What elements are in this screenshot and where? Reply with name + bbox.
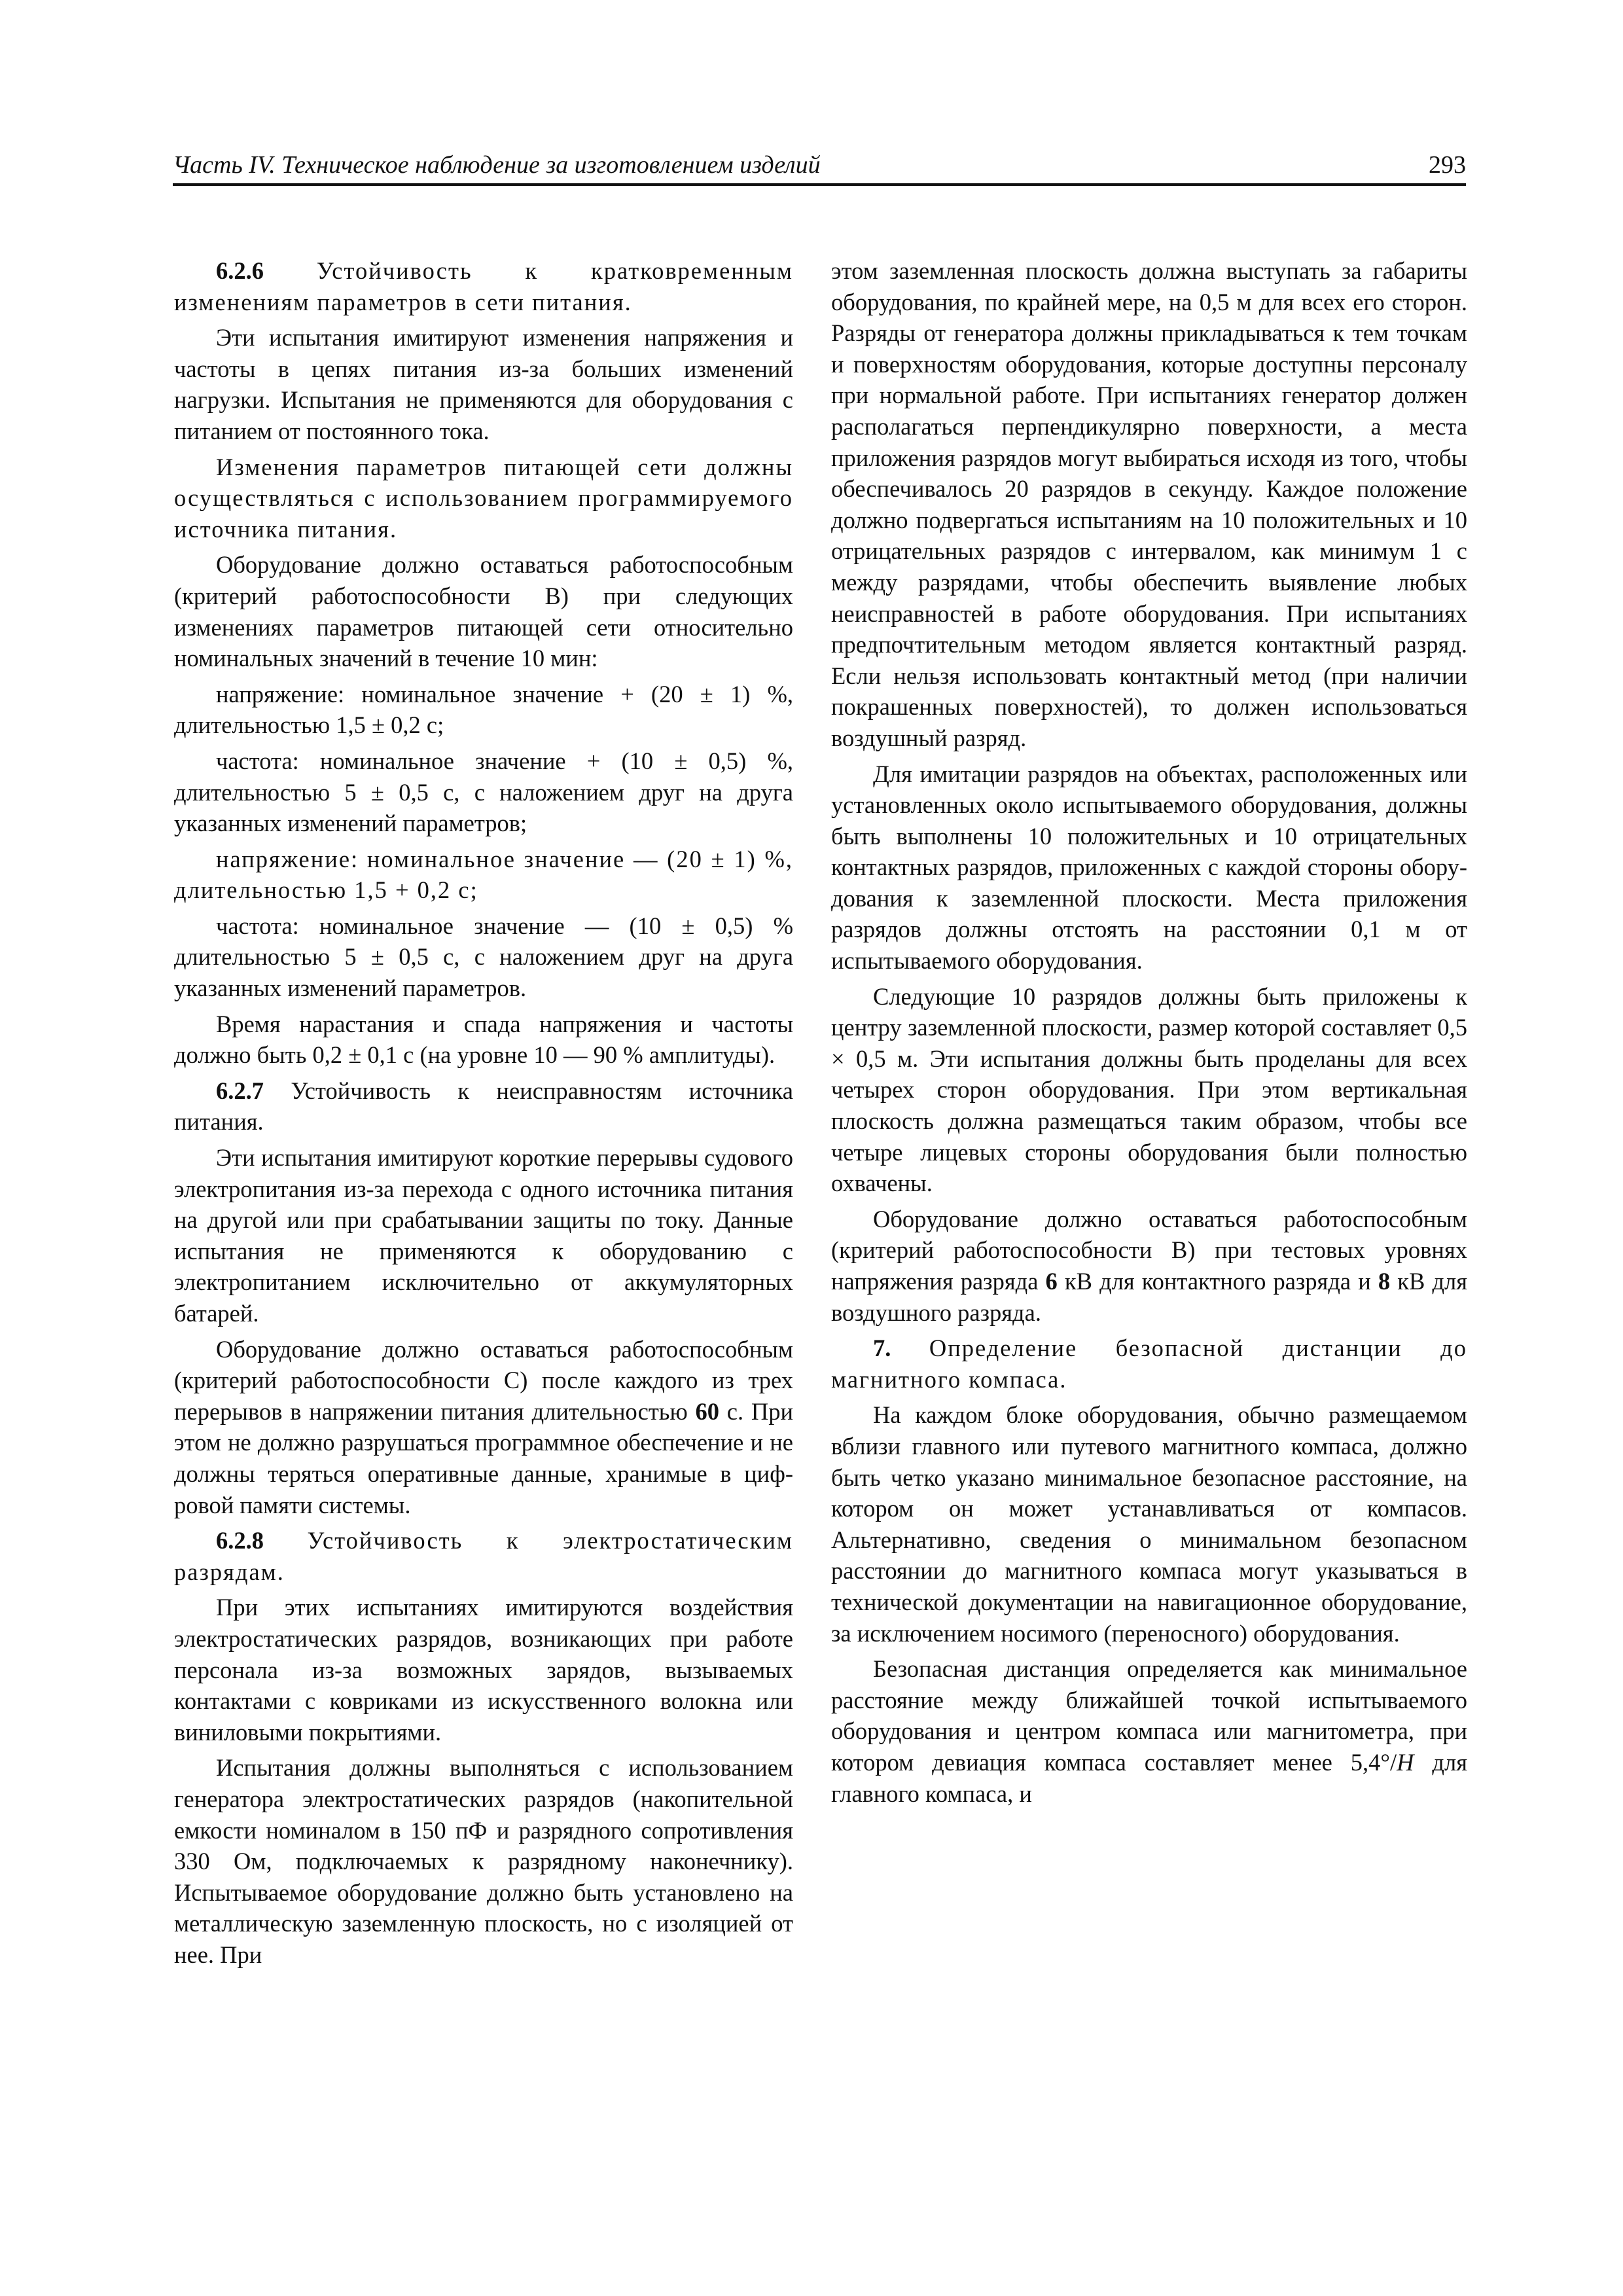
page-number: 293 bbox=[1429, 151, 1466, 179]
running-head-title bbox=[173, 151, 821, 179]
list-item: частота: номинальное значение — (10 ± 0,5) % длительностью 5 ± 0,5 с, с наложением друг на друга указанных изменений параметров. bbox=[174, 912, 793, 1002]
paragraph: При этих испытаниях имитируются воздействия электростатических разрядов, возникающих при работе персонала из-за возможных зарядов, вызываемых контактами с ковриками из искусственного волокна или виниловыми покрытиями. bbox=[174, 1594, 793, 1746]
list-item: напряжение: номинальное значение + (20 ± 1) %, длительностью 1,5 ± 0,2 с; bbox=[174, 680, 793, 739]
section-6-2-6-heading: 6.2.6 Устойчивость к кратковременным изменениям параметров в сети питания. bbox=[174, 257, 793, 315]
right-column bbox=[831, 255, 1467, 1814]
paragraph: Безопасная дистанция определяется как минимальное расстояние между ближайшей точкой испытываемого оборудования и центром компаса или магнитометра, при котором девиация компаса составляет менее 5,4°/H для главного компаса, и bbox=[831, 1655, 1467, 1807]
paragraph: Оборудование должно оставаться работоспособным (критерий работоспособности B) при следующих изменениях параметров питающей сети относительно номинальных значений в течение 10 мин: bbox=[174, 551, 793, 672]
paragraph: Изменения параметров питающей сети должны осуществляться с использованием программируемого источника питания. bbox=[174, 453, 793, 543]
paragraph: этом заземленная плоскость должна выступать за габариты оборудования, по крайней мере, на 0,5 м для всех его сторон. Разряды от генератора должны прикладываться к тем точкам и поверхностям оборудования, которые доступны персоналу при нормальной работе. При испытаниях генератор должен располагаться перпендикулярно поверхности, а места приложения разрядов могут выбираться исходя из того, чтобы обеспечивалось 20 разрядов в секунду. Каждое положение должно подвергаться испытаниям на 10 положительных и 10 отрицательных разрядов с интервалом, как минимум 1 с между разрядами, чтобы обеспечить выявление любых неисправностей в работе оборудования. При испытаниях предпочтительным методом является контактный разряд. Если нельзя использовать контактный метод (при наличии покрашенных поверхностей), то должен использоваться воздушный разряд. bbox=[831, 257, 1467, 751]
section-6-2-8-heading: 6.2.8 Устойчивость к электростатическим разрядам. bbox=[174, 1527, 793, 1585]
paragraph: Оборудование должно оставаться работоспособным (критерий работоспособности B) при тестовых уровнях напряжения разряда 6 кВ для контактного разряда и 8 кВ для воздушного разряда. bbox=[831, 1205, 1468, 1326]
paragraph: Для имитации разрядов на объектах, расположенных или установленных около испытываемого оборудования, должны быть выполнены 10 положительных и 10 отрицательных контактных разрядов, приложенных с каждой стороны оборудования к заземленной плоскости. Места приложения разрядов должны отстоять на расстоянии 0,1 м от испытываемого оборудования. bbox=[831, 760, 1467, 975]
running-head-roman: IV bbox=[249, 151, 270, 179]
running-head bbox=[173, 145, 1466, 185]
paragraph: Эти испытания имитируют изменения напряжения и частоты в цепях питания из-за больших изменений нагрузки. Испытания не применяются для оборудования с питанием от постоянного тока. bbox=[174, 324, 793, 444]
running-head-rest: . Техническое наблюдение за изготовлением изделий bbox=[269, 151, 821, 179]
paragraph: На каждом блоке оборудования, обычно размещаемом вблизи главного или путевого магнитного компаса, должно быть четко указано минимальное безопасное расстояние, на котором он может устанавливаться от компасов. Альтернативно, сведения о минимальном безопасном расстоянии до магнитного компаса могут указываться в технической документации на навигационное оборудование, за исключением носимого (переносного) оборудования. bbox=[831, 1401, 1467, 1647]
paragraph: Испытания должны выполняться с использованием генератора электростатических разрядов (накопительной емкости номиналом в 150 пФ и разрядного сопротивления 330 Ом, подключаемых к разрядному наконечнику). Испытываемое оборудование должно быть установлено на металлическую заземленную плоскость, но с изоляцией от нее. При bbox=[174, 1754, 793, 1968]
header-rule bbox=[173, 183, 1466, 186]
list-item: частота: номинальное значение + (10 ± 0,5) %, длительностью 5 ± 0,5 с, с наложением друг на друга указанных изменений параметров; bbox=[174, 747, 793, 837]
paragraph: Эти испытания имитируют короткие перерывы судового электропитания из-за перехода с одного источника питания на другой или при срабатывании защиты по току. Данные испытания не применяются к оборудованию с электропитанием исключительно от аккумуляторных батарей. bbox=[174, 1144, 793, 1327]
section-6-2-7-heading: 6.2.7 Устойчивость к неисправностям источника питания. bbox=[174, 1077, 793, 1136]
section-7-heading: 7. Определение безопасной дистанции до магнитного компаса. bbox=[831, 1335, 1467, 1393]
list-item: напряжение: номинальное значение — (20 ± 1) %, длительностью 1,5 + 0,2 с; bbox=[174, 845, 793, 904]
paragraph: Следующие 10 разрядов должны быть приложены к центру заземленной плоскости, размер которой составляет 0,5 × 0,5 м. Эти испытания должны быть проделаны для всех четырех сторон оборудования. При этом вертикальная плоскость должна размещаться таким образом, чтобы все четыре лицевых стороны оборудования были полностью охвачены. bbox=[831, 982, 1467, 1197]
paragraph: Время нарастания и спада напряжения и частоты должно быть 0,2 ± 0,1 с (на уровне 10 — 90 % амплитуды). bbox=[174, 1010, 793, 1069]
left-column bbox=[174, 255, 793, 1975]
paragraph: Оборудование должно оставаться работоспособным (критерий работоспособности C) после каждого из трех перерывов в напряжении питания длительностью 60 с. При этом не должно разрушаться программное обеспечение и не должны теряться оперативные данные, хранимые в цифровой памяти системы. bbox=[174, 1335, 793, 1518]
running-head-part: Часть bbox=[173, 151, 249, 179]
